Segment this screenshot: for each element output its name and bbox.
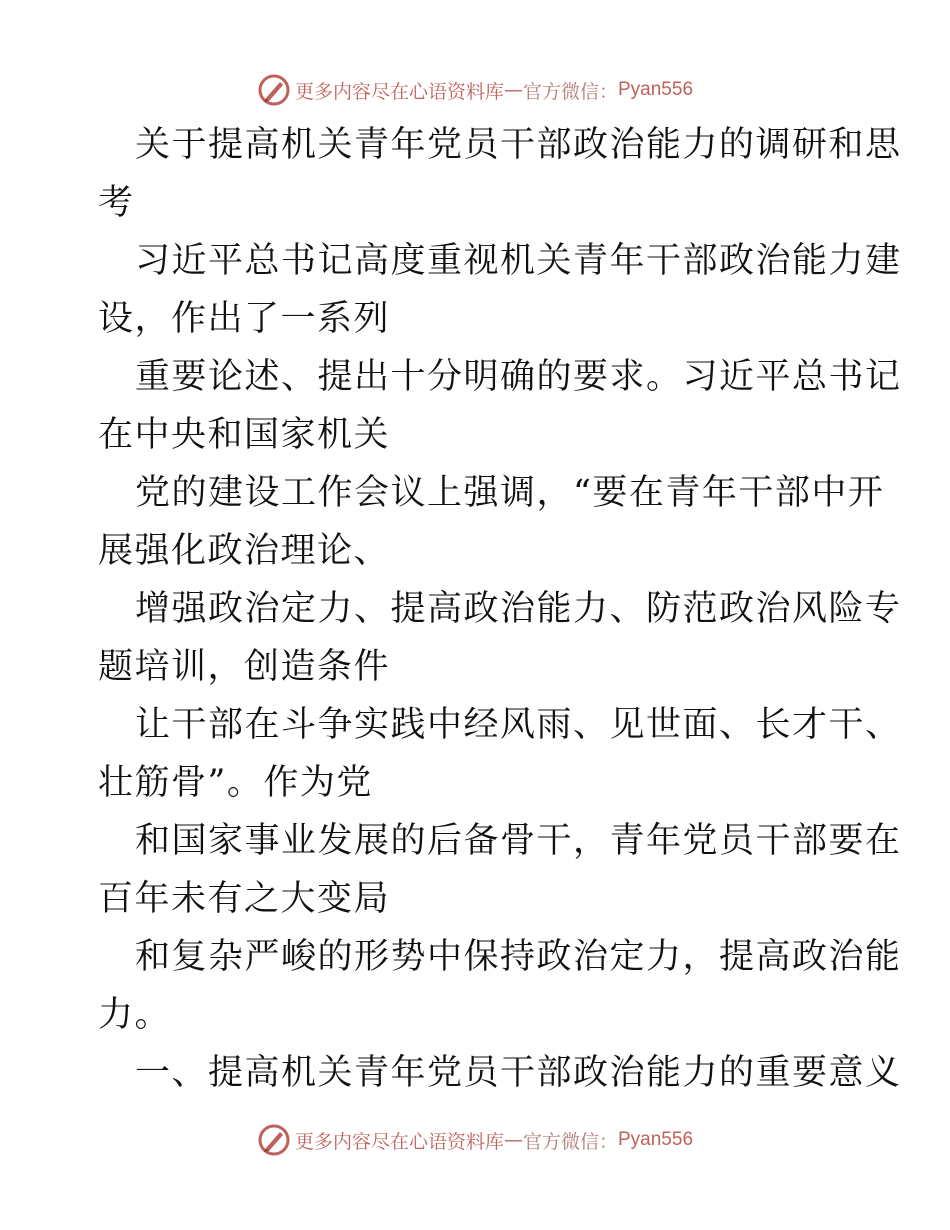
paragraph [98,928,902,1044]
header-watermark [0,70,950,110]
paragraph [98,580,902,696]
paragraph-line: 在中央和国家机关 [98,415,391,455]
paragraph-line: 壮筋骨”。作为党 [98,763,373,803]
paragraph-line: 设，作出了一系列 [98,299,391,339]
paragraph-line: 和复杂严峻的形势中保持政治定力，提高政治能 [135,937,902,977]
watermark-wechat-label: 官方微信： [522,1130,618,1153]
paragraph-line: 百年未有之大变局 [98,879,391,919]
watermark-separator: — [503,79,523,101]
section-heading [98,1044,902,1102]
watermark-text: 更多内容尽在心语资料库 [294,1130,504,1153]
paragraph-line: 增强政治定力、提高政治能力、防范政治风险专 [135,589,902,629]
paragraph-line: 让干部在斗争实践中经风雨、见世面、长才干、 [135,705,902,745]
pen-logo-icon [257,73,291,107]
footer-watermark [0,1120,950,1160]
paragraph-line: 展强化政治理论、 [98,531,391,571]
watermark-text: 更多内容尽在心语资料库 [294,80,504,103]
paragraph-line: 党的建设工作会议上强调，“要在青年干部中开 [135,473,885,513]
paragraph-line: 题培训，创造条件 [98,647,391,687]
watermark-separator: — [503,1129,523,1151]
paragraph-line: 一、提高机关青年党员干部政治能力的重要意义 [135,1053,902,1093]
pen-logo-icon [257,1123,291,1157]
paragraph-line: 和国家事业发展的后备骨干，青年党员干部要在 [135,821,902,861]
paragraph [98,812,902,928]
watermark-wechat-id: Pyan556 [618,1129,694,1150]
watermark-wechat-label: 官方微信： [522,80,618,103]
watermark-wechat-id: Pyan556 [618,79,694,100]
document-body [98,116,902,1102]
paragraph-line: 习近平总书记高度重视机关青年干部政治能力建 [135,241,902,281]
paragraph-line: 重要论述、提出十分明确的要求。习近平总书记 [135,357,902,397]
paragraph [98,348,902,464]
paragraph [98,464,885,580]
paragraph-line: 力。 [98,995,172,1035]
paragraph-line: 考 [98,183,135,223]
paragraph [98,696,902,812]
document-title [98,116,902,232]
paragraph-line: 关于提高机关青年党员干部政治能力的调研和思 [135,125,902,165]
paragraph [98,232,902,348]
